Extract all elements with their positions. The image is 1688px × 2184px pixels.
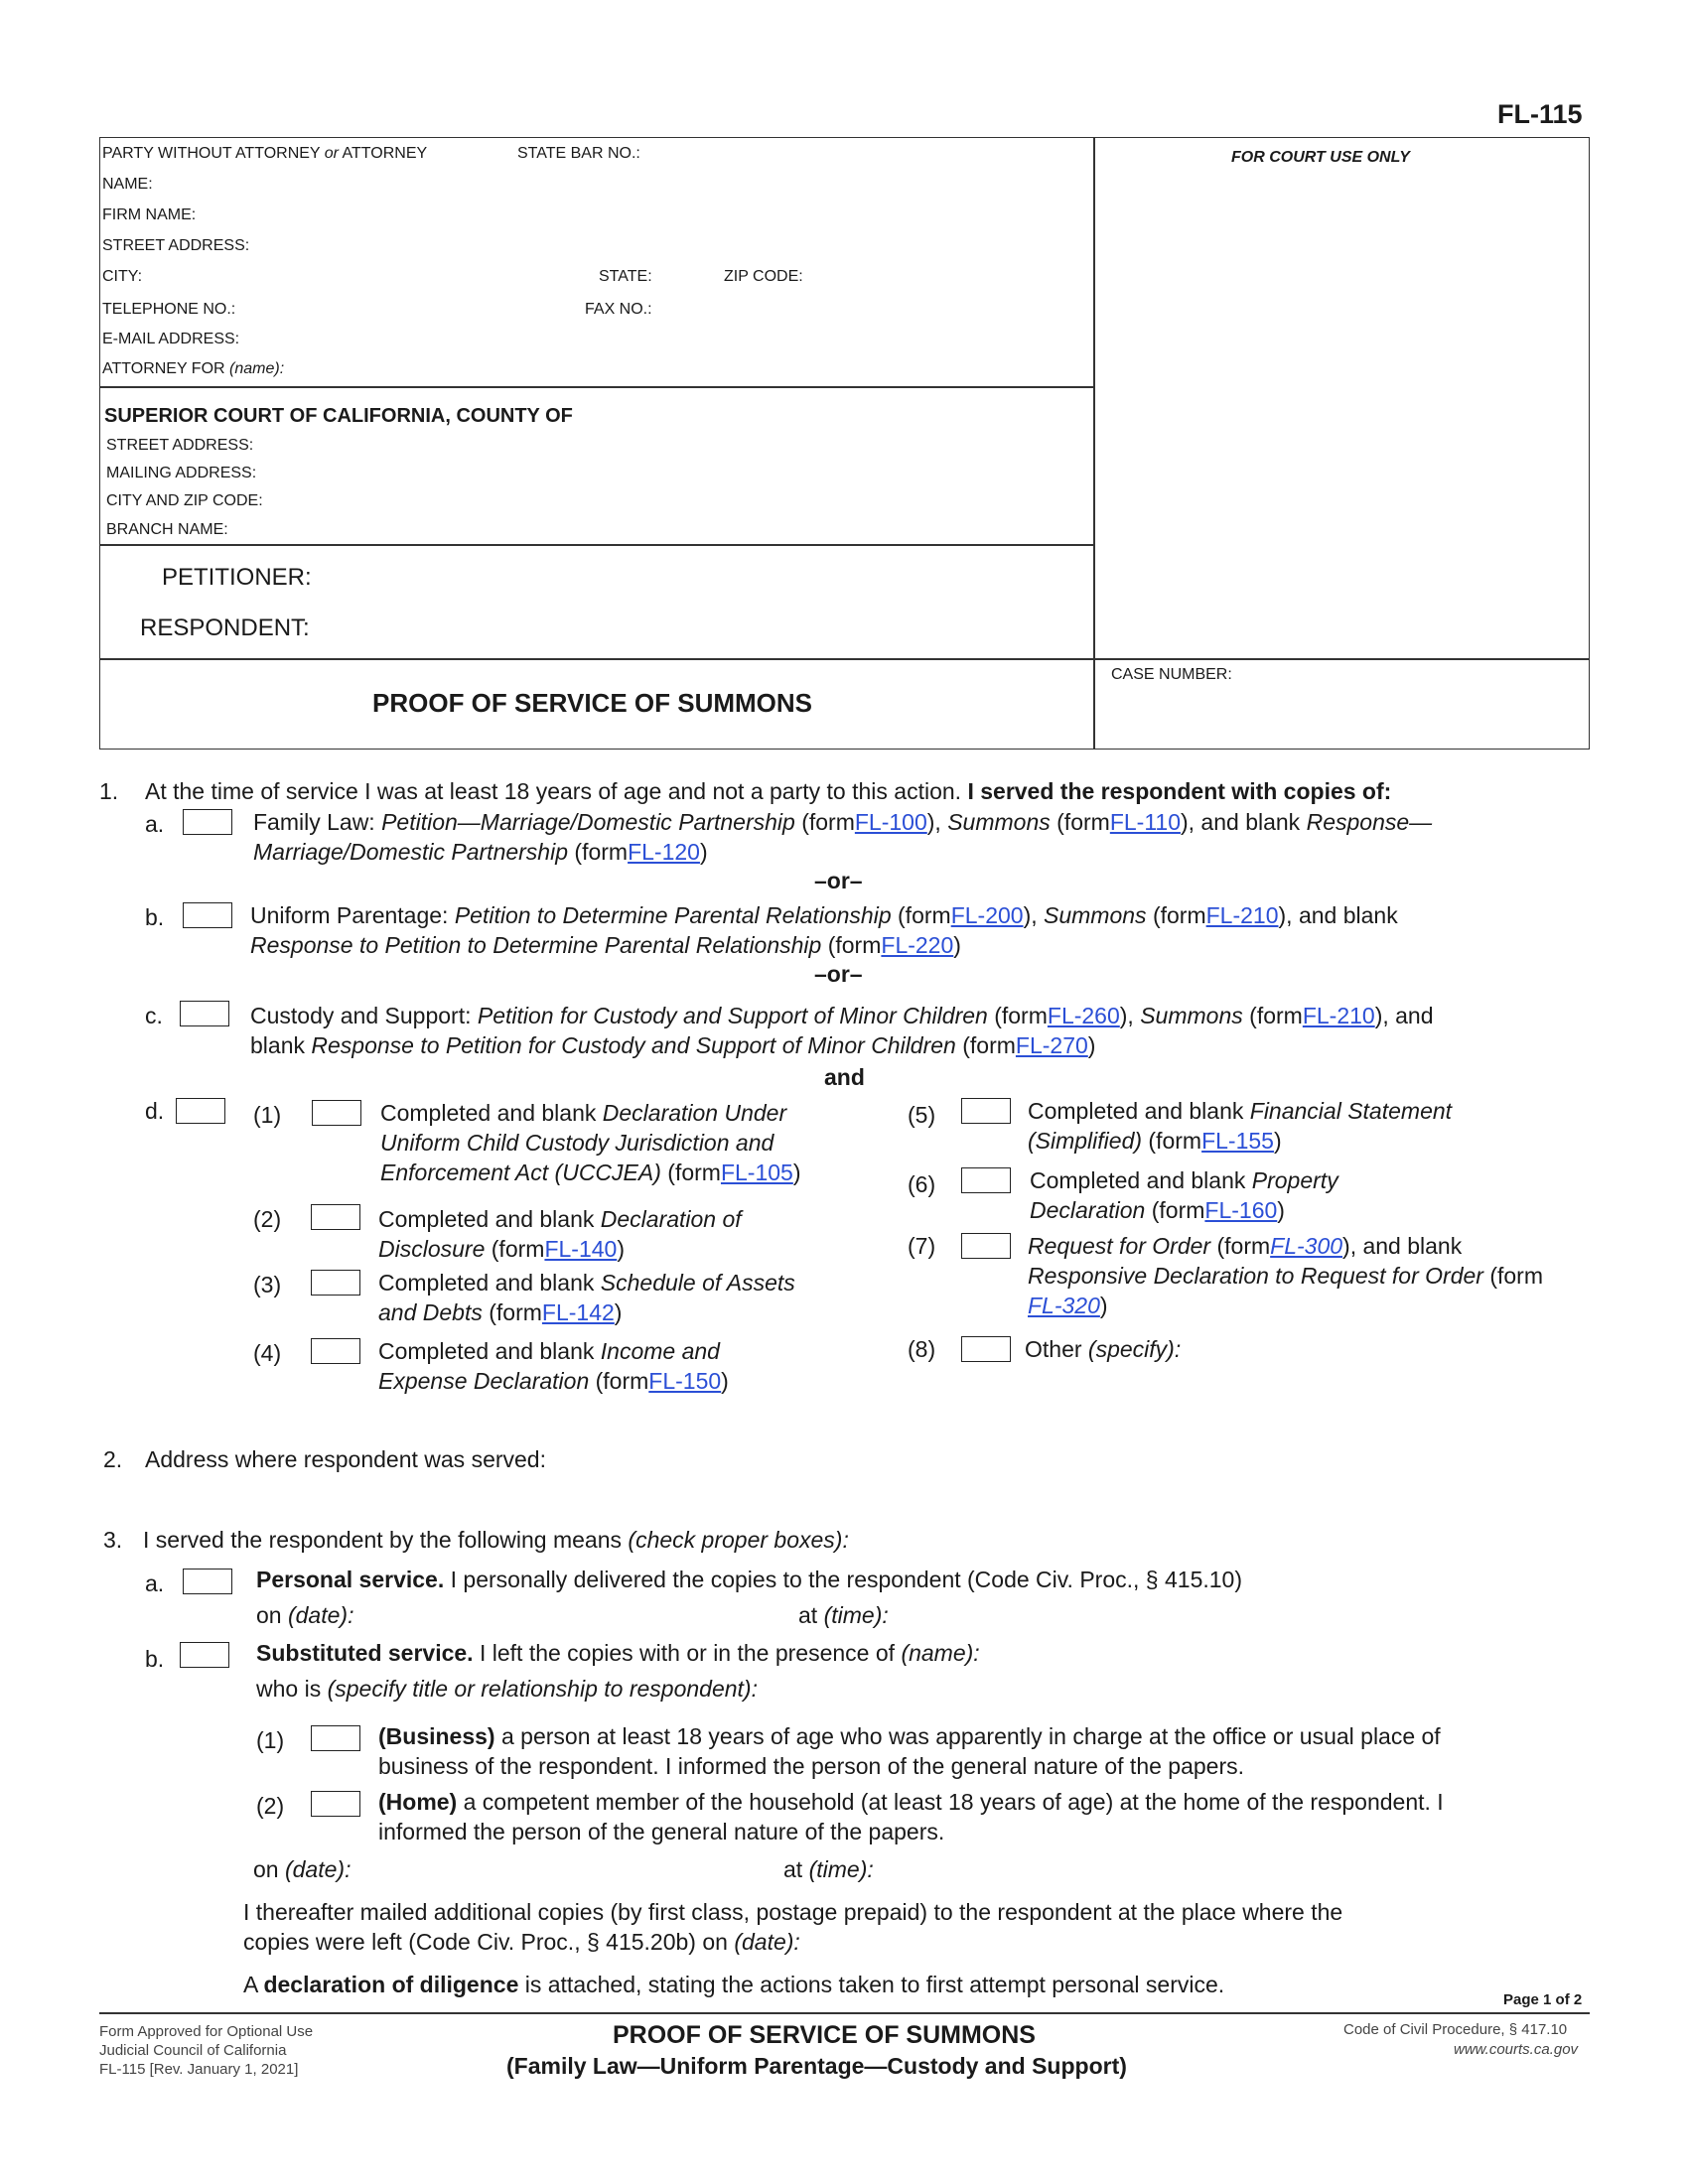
d6-checkbox[interactable] [961,1167,1011,1193]
t: Completed and blank [378,1206,595,1232]
t: Custody and Support: [250,1003,472,1028]
d6-line1 [1030,1167,1338,1194]
t: Completed and blank [378,1338,595,1364]
d7-line1 [1028,1233,1462,1260]
t: at [783,1856,803,1882]
court-city-zip-label: CITY AND ZIP CODE: [106,492,263,509]
footer-rule [99,2012,1590,2014]
attorney-for-input[interactable] [303,357,1081,381]
party-attorney: ATTORNEY [342,145,428,162]
footer-title: PROOF OF SERVICE OF SUMMONS [613,2021,1036,2049]
item3a-time-label [798,1602,889,1629]
item1c-letter: c. [145,1003,163,1028]
b2-checkbox[interactable] [311,1791,360,1817]
street-input[interactable] [263,234,1081,258]
court-branch-label: BRANCH NAME: [106,521,228,538]
item1a-line1 [253,809,1432,836]
d3-number: (3) [253,1272,282,1297]
item3b-letter: b. [145,1646,165,1672]
t: (form [574,839,629,865]
t: Summons [1044,902,1147,928]
t: Other [1025,1336,1082,1362]
t: (form [595,1368,649,1394]
footer-left-3: FL-115 [Rev. January 1, 2021] [99,2061,299,2078]
d4-line2 [378,1368,729,1395]
t: (form [994,1003,1048,1028]
phone-label: TELEPHONE NO.: [102,301,236,318]
firm-label: FIRM NAME: [102,206,197,223]
fl-105-link[interactable]: FL-105 [720,1160,793,1185]
t: on [253,1856,279,1882]
t: (date): [734,1929,800,1955]
header-divider-1 [99,386,1094,388]
fl-142-link[interactable]: FL-142 [541,1299,615,1325]
item3b-time-label [783,1856,874,1883]
d5-line1 [1028,1098,1452,1125]
t: Response— [1306,809,1433,835]
t: Financial Statement [1249,1098,1453,1124]
item1d-checkbox[interactable] [176,1098,225,1124]
fl-270-link[interactable]: FL-270 [1015,1032,1088,1058]
t: (date): [284,1856,352,1882]
t: Enforcement Act (UCCJEA) [380,1160,661,1185]
d8-checkbox[interactable] [961,1336,1011,1362]
d2-checkbox[interactable] [311,1204,360,1230]
fl-220-link[interactable]: FL-220 [881,932,954,958]
fl-100-link[interactable]: FL-100 [854,809,927,835]
b1-line1 [378,1723,1441,1750]
court-title: SUPERIOR COURT OF CALIFORNIA, COUNTY OF [104,405,573,427]
item2-text: Address where respondent was served: [145,1446,546,1472]
fl-260-link[interactable]: FL-260 [1047,1003,1120,1028]
t: Uniform Parentage: [250,902,449,928]
t: a person at least 18 years of age who was apparently in charge at the office or usual place of [500,1723,1441,1749]
diligence-line [243,1972,1224,1998]
item3b-relationship-input[interactable] [809,1676,1583,1700]
d5-number: (5) [908,1102,936,1128]
item1-number: 1. [99,778,119,804]
item1b-letter: b. [145,904,165,930]
t: (specify): [1087,1336,1182,1362]
city-input[interactable] [154,265,585,289]
state-bar-label: STATE BAR NO.: [517,145,640,162]
and-separator: and [824,1064,865,1090]
t: (form [1249,1003,1303,1028]
t: ), [1119,1003,1134,1028]
t: copies were left (Code Civ. Proc., § 415.20b) on [243,1929,728,1955]
footer-right-2: www.courts.ca.gov [1454,2041,1579,2058]
footer-left-1: Form Approved for Optional Use [99,2023,314,2040]
fl-210-link[interactable]: FL-210 [1205,902,1279,928]
t: Expense Declaration [378,1368,590,1394]
t: who is [256,1676,322,1702]
t: Substituted service. [256,1640,474,1666]
t: (form [1056,809,1110,835]
city-label: CITY: [102,268,143,285]
t: Petition for Custody and Support of Minor Children [477,1003,988,1028]
d1-line1 [380,1100,786,1127]
d7-number: (7) [908,1233,936,1259]
t: (check proper boxes): [628,1527,849,1553]
d7-line3 [1028,1293,1108,1319]
fl-320-link[interactable]: FL-320 [1028,1293,1100,1318]
court-street-input[interactable] [268,434,1081,458]
item3a-line1 [256,1567,1242,1593]
d3-checkbox[interactable] [311,1270,360,1296]
t: ) [1087,1032,1096,1058]
header-divider-2 [99,544,1094,546]
t: (form [1152,902,1206,928]
t: (specify title or relationship to respondent): [327,1676,758,1702]
b1-line2: business of the respondent. I informed the person of the general nature of the papers. [378,1753,1245,1779]
d6-line2 [1030,1197,1285,1224]
petitioner-input[interactable] [328,568,1081,592]
street-label: STREET ADDRESS: [102,237,250,254]
t: Declaration [1030,1197,1146,1223]
item3b-date-label [253,1856,351,1883]
t: Completed and blank [378,1270,595,1296]
t: Marriage/Domestic Partnership [253,839,569,865]
item1a-letter: a. [145,811,165,837]
court-mailing-label: MAILING ADDRESS: [106,465,257,481]
state-bar-input[interactable] [675,142,1086,166]
court-branch-input[interactable] [243,518,1081,542]
d1-number: (1) [253,1102,282,1128]
t: Property [1251,1167,1338,1193]
t: (form [1216,1233,1271,1259]
t: Declaration of [600,1206,742,1232]
t: (Simplified) [1028,1128,1143,1154]
fl-200-link[interactable]: FL-200 [950,902,1024,928]
b2-number: (2) [256,1793,285,1819]
item1-lead-bold: I served the respondent with copies of: [967,778,1392,804]
fl-120-link[interactable]: FL-120 [628,839,700,865]
t: A [243,1972,258,1997]
d3-line1 [378,1270,795,1297]
d1-checkbox[interactable] [312,1100,361,1126]
t: ) [1099,1293,1108,1318]
mail-date-input[interactable] [874,1929,1295,1953]
t: I left the copies with or in the presence of [479,1640,896,1666]
item3b-checkbox[interactable] [180,1642,229,1668]
d4-checkbox[interactable] [311,1338,360,1364]
item1b-line1 [250,902,1398,929]
address-served-input[interactable] [596,1447,1583,1471]
b1-number: (1) [256,1727,285,1753]
item3b-date-input[interactable] [367,1856,769,1880]
email-label: E-MAIL ADDRESS: [102,331,240,347]
d5-checkbox[interactable] [961,1098,1011,1124]
d8-other-input[interactable] [1201,1336,1583,1360]
item3b-who-label [256,1676,758,1703]
t: (form [667,1160,721,1185]
t: ), and [1374,1003,1434,1028]
item3b-time-input[interactable] [889,1856,1290,1880]
t: on [256,1602,282,1628]
state-label: STATE: [599,268,652,285]
item3-number: 3. [103,1527,123,1553]
t: ) [617,1236,625,1262]
county-input[interactable] [635,403,1081,427]
respondent-label: RESPONDENT: [140,614,310,641]
t: (time): [808,1856,874,1882]
item1c-line2 [250,1032,1095,1059]
t: (form [491,1236,545,1262]
t: ), and blank [1180,809,1301,835]
item1c-checkbox[interactable] [180,1001,229,1026]
phone-input[interactable] [248,298,580,322]
t: (form [1489,1263,1544,1289]
t: ), [926,809,941,835]
item1c-line1 [250,1003,1434,1029]
d8-line1 [1025,1336,1181,1363]
t: Family Law: [253,809,375,835]
t: Summons [1140,1003,1243,1028]
court-city-zip-input[interactable] [278,489,1081,513]
fax-input[interactable] [665,298,1081,322]
t: Completed and blank [1030,1167,1246,1193]
mail-line2 [243,1929,800,1956]
mail-line1: I thereafter mailed additional copies (by first class, postage prepaid) to the respondent at the place where the [243,1899,1343,1925]
fl-150-link[interactable]: FL-150 [648,1368,722,1394]
t: Income and [600,1338,720,1364]
t: Response to Petition for Custody and Support of Minor Children [311,1032,956,1058]
d2-line2 [378,1236,625,1263]
party-or: or [324,145,339,162]
email-input[interactable] [243,328,1081,351]
fl-155-link[interactable]: FL-155 [1201,1128,1274,1154]
d5-line2 [1028,1128,1282,1155]
t: (date): [287,1602,354,1628]
d1-line3 [380,1160,801,1186]
t: ) [721,1368,729,1394]
t: ) [614,1299,623,1325]
t: Petition to Determine Parental Relationship [454,902,892,928]
t: ), and blank [1342,1233,1463,1259]
item3a-date-input[interactable] [367,1602,788,1626]
header-divider-3 [99,658,1590,660]
t: ) [1277,1197,1285,1223]
t: (form [962,1032,1016,1058]
t: ) [953,932,961,958]
item3-lead [143,1527,849,1554]
fl-110-link[interactable]: FL-110 [1109,809,1181,835]
t: Petition—Marriage/Domestic Partnership [381,809,795,835]
fl-210-link-c[interactable]: FL-210 [1302,1003,1375,1028]
t: Declaration Under [602,1100,787,1126]
name-label: NAME: [102,176,153,193]
item1a-line2 [253,839,708,866]
court-use-label: FOR COURT USE ONLY [1231,149,1410,166]
attorney-for-text: ATTORNEY FOR [102,360,225,377]
t: is attached, stating the actions taken to first attempt personal service. [524,1972,1225,1997]
court-mailing-input[interactable] [268,462,1081,485]
item1d-letter: d. [145,1098,165,1124]
b2-line1 [378,1789,1444,1816]
state-input[interactable] [665,265,719,289]
t: (Home) [378,1789,458,1815]
t: at [798,1602,818,1628]
d3-line2 [378,1299,622,1326]
item3a-date-label [256,1602,353,1629]
item2-number: 2. [103,1446,123,1472]
item3b-line1 [256,1640,980,1667]
d8-number: (8) [908,1336,936,1362]
footer-right-1: Code of Civil Procedure, § 417.10 [1343,2021,1568,2038]
firm-input[interactable] [204,204,1081,227]
item1b-checkbox[interactable] [183,902,232,928]
zip-input[interactable] [814,265,1081,289]
t: Summons [947,809,1051,835]
d6-number: (6) [908,1171,936,1197]
t: Personal service. [256,1567,445,1592]
t: ) [1273,1128,1282,1154]
b2-line2: informed the person of the general nature of the papers. [378,1819,945,1844]
t: I personally delivered the copies to the respondent (Code Civ. Proc., § 415.10) [450,1567,1242,1592]
form-number: FL-115 [1497,99,1583,129]
name-input[interactable] [164,173,1081,197]
t: (form [489,1299,542,1325]
t: a competent member of the household (at least 18 years of age) at the home of the respondent. I [463,1789,1444,1815]
zip-label: ZIP CODE: [724,268,803,285]
or-separator-2: –or– [814,961,863,987]
t: Responsive Declaration to Request for Order [1028,1263,1483,1289]
item3a-checkbox[interactable] [183,1569,232,1594]
t: ) [792,1160,801,1185]
t: ), [1023,902,1038,928]
fl-160-link[interactable]: FL-160 [1204,1197,1278,1223]
attorney-for-name: (name): [229,360,285,377]
b1-checkbox[interactable] [311,1725,360,1751]
footer-subtitle: (Family Law—Uniform Parentage—Custody and Support) [506,2053,1127,2079]
t: (form [898,902,951,928]
page-number: Page 1 of 2 [1503,1991,1583,2008]
court-street-label: STREET ADDRESS: [106,437,254,454]
d2-line1 [378,1206,742,1233]
d4-number: (4) [253,1340,282,1366]
item3b-name-input[interactable] [1053,1640,1583,1664]
t: blank [250,1032,305,1058]
item3a-time-input[interactable] [904,1602,1305,1626]
t: Response to Petition to Determine Parental Relationship [250,932,822,958]
fl-300-link[interactable]: FL-300 [1270,1233,1343,1259]
item3a-letter: a. [145,1570,165,1596]
item1-lead [145,778,1391,805]
t: Completed and blank [1028,1098,1244,1124]
t: I served the respondent by the following means [143,1527,623,1553]
t: ), and blank [1278,902,1398,928]
item1b-line2 [250,932,961,959]
or-separator-1: –or– [814,868,863,893]
t: Completed and blank [380,1100,597,1126]
fax-label: FAX NO.: [585,301,652,318]
d2-number: (2) [253,1206,282,1232]
t: Disclosure [378,1236,486,1262]
t: (form [1151,1197,1205,1223]
form-title: PROOF OF SERVICE OF SUMMONS [372,688,813,718]
t: (form [801,809,855,835]
case-number-input[interactable] [1112,700,1583,724]
respondent-input[interactable] [328,618,1081,642]
d7-checkbox[interactable] [961,1233,1011,1259]
t: (form [1148,1128,1202,1154]
case-number-label: CASE NUMBER: [1111,666,1232,683]
t: (time): [823,1602,889,1628]
party-label-text: PARTY WITHOUT ATTORNEY [102,145,321,162]
d7-line2 [1028,1263,1543,1290]
t: Schedule of Assets [600,1270,795,1296]
t: and Debts [378,1299,483,1325]
item1a-checkbox[interactable] [183,809,232,835]
d1-line2: Uniform Child Custody Jurisdiction and [380,1130,774,1156]
t: (name): [901,1640,980,1666]
attorney-for-label [102,360,284,378]
t: ) [699,839,708,865]
footer-left-2: Judicial Council of California [99,2042,287,2059]
fl-140-link[interactable]: FL-140 [544,1236,618,1262]
item1-lead-text: At the time of service I was at least 18 years of age and not a party to this action. [145,778,962,804]
t: Request for Order [1028,1233,1211,1259]
party-label [102,145,427,163]
t: (Business) [378,1723,495,1749]
d4-line1 [378,1338,720,1365]
petitioner-label: PETITIONER: [162,564,312,591]
t: (form [827,932,882,958]
t: declaration of diligence [263,1972,519,1997]
